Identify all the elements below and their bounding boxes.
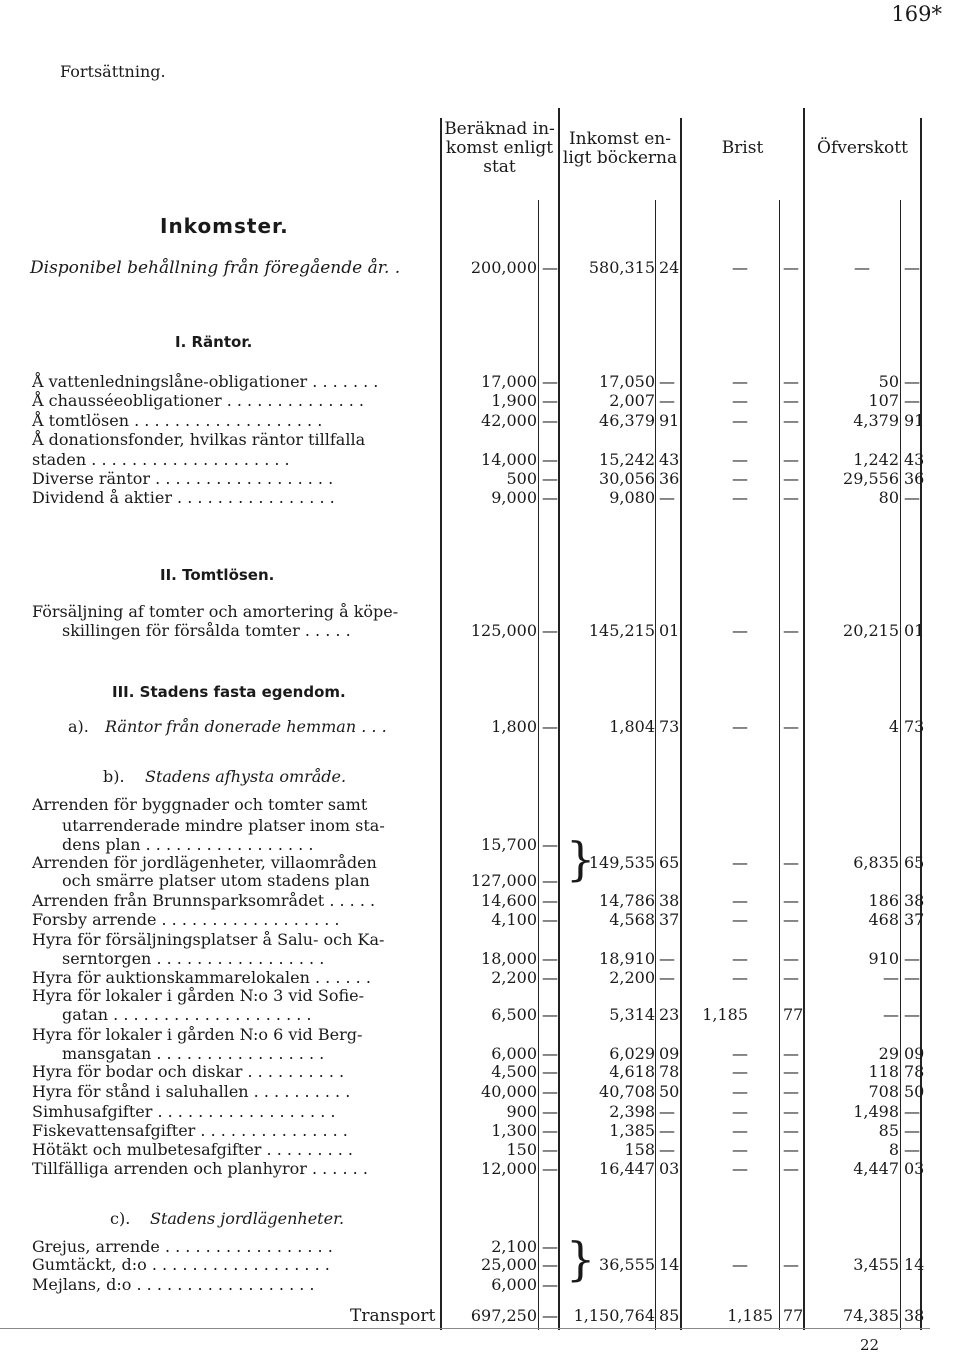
row-label: Grejus, arrende . . . . . . . . . . . . . . . . . [32,1237,333,1256]
budget-value: 6,000 [491,1275,537,1294]
budget-value: 14,000 [481,450,537,469]
row-label: Simhusafgifter . . . . . . . . . . . . . . . . . . [32,1102,336,1121]
row-label: Räntor från donerade hemman . . . [105,717,387,736]
table-row [0,622,960,640]
budget-ore: — [542,1121,558,1140]
actual-value: 6,029 [609,1044,655,1063]
budget-ore: — [542,910,558,929]
deficit-ore: 77 [783,1306,804,1325]
section-heading: II. Tomtlösen. [160,566,275,584]
row-label: Å chausséeobligationer . . . . . . . . . . . . . . [32,391,365,410]
actual-value: 1,150,764 [573,1306,655,1325]
budget-ore: — [542,1005,558,1024]
budget-ore: — [542,1159,558,1178]
deficit-value: — [732,372,748,391]
actual-ore: — [659,1140,675,1159]
row-prefix: a). [68,717,89,736]
row-label: Diverse räntor . . . . . . . . . . . . . . . . . . [32,469,334,488]
budget-value: 200,000 [470,258,537,277]
table-row [0,1083,960,1101]
surplus-ore: 03 [904,1159,925,1178]
budget-value: 42,000 [481,411,537,430]
deficit-ore: — [783,1140,799,1159]
actual-ore: 37 [659,910,680,929]
table-row [0,470,960,488]
row-label: Hyra för stånd i saluhallen . . . . . . . . . . [32,1082,351,1101]
deficit-value: — [732,1140,748,1159]
budget-value: 40,000 [481,1082,537,1101]
budget-value: 900 [506,1102,537,1121]
budget-ore: — [542,469,558,488]
table-row [0,451,960,469]
actual-value: 145,215 [588,621,655,640]
budget-value: 2,100 [491,1237,537,1256]
subsection-heading [0,768,960,786]
table-row [0,1006,960,1024]
deficit-ore: — [783,1062,799,1081]
surplus-value: — [883,1005,899,1024]
budget-value: 1,800 [491,717,537,736]
actual-ore: 03 [659,1159,680,1178]
deficit-value: — [732,469,748,488]
budget-value: 2,200 [491,968,537,987]
budget-ore: — [542,1140,558,1159]
budget-value: 1,300 [491,1121,537,1140]
actual-ore: 01 [659,621,680,640]
surplus-value: 8 [888,1140,899,1159]
surplus-value: 85 [878,1121,899,1140]
continuation-note: Fortsättning. [60,62,166,81]
row-label: Disponibel behållning från föregående år. . [30,258,401,278]
table-row [0,1026,960,1044]
deficit-ore: — [783,910,799,929]
table-row [0,817,960,835]
table-row [0,987,960,1005]
deficit-ore: — [783,469,799,488]
deficit-ore: — [783,258,799,277]
deficit-value: — [732,1062,748,1081]
table-row [0,603,960,621]
actual-value: 580,315 [588,258,655,277]
transport-row [0,1307,960,1325]
deficit-ore: — [783,372,799,391]
deficit-ore: — [783,1102,799,1121]
table-row [0,718,960,736]
actual-ore: 24 [659,258,680,277]
surplus-ore: 36 [904,469,925,488]
brace: } [566,832,596,886]
row-label: Stadens afhysta område. [145,767,347,786]
surplus-ore: — [904,1005,920,1024]
budget-value: 25,000 [481,1255,537,1274]
actual-ore: 50 [659,1082,680,1101]
actual-value: 16,447 [599,1159,655,1178]
surplus-value: — [854,258,870,277]
row-label: utarrenderade mindre platser inom sta- [62,816,385,835]
row-label: Hyra för lokaler i gården N:o 3 vid Sofie- [32,986,365,1005]
subsection-heading [0,1210,960,1228]
surplus-value: 910 [868,949,899,968]
header-budgeted: Beräknad in- komst enligt stat [444,119,555,177]
surplus-value: 80 [878,488,899,507]
actual-ore: — [659,949,675,968]
table-row [0,392,960,410]
budget-ore: — [542,621,558,640]
actual-ore: 14 [659,1255,680,1274]
surplus-ore: 01 [904,621,925,640]
divider [0,1328,930,1329]
deficit-value: — [732,1102,748,1121]
deficit-value: — [732,1255,748,1274]
deficit-value: — [732,411,748,430]
budget-ore: — [542,488,558,507]
table-row [0,872,960,890]
budget-ore: — [542,1102,558,1121]
deficit-ore: — [783,717,799,736]
actual-value: 17,050 [599,372,655,391]
deficit-ore: — [783,1044,799,1063]
budget-value: 500 [506,469,537,488]
actual-ore: — [659,391,675,410]
surplus-ore: — [904,1121,920,1140]
surplus-ore: 78 [904,1062,925,1081]
row-label: mansgatan . . . . . . . . . . . . . . . . . [62,1044,325,1063]
deficit-value: — [732,1159,748,1178]
row-label: Å donationsfonder, hvilkas räntor tillfalla [32,430,366,449]
row-label: Å vattenledningslåne-obligationer . . . . . . . [32,372,379,391]
actual-value: 149,535 [588,853,655,872]
budget-value: 4,500 [491,1062,537,1081]
actual-ore: — [659,968,675,987]
budget-ore: — [542,835,558,854]
budget-ore: — [542,411,558,430]
deficit-ore: — [783,853,799,872]
row-label: dens plan . . . . . . . . . . . . . . . . . [62,835,314,854]
surplus-value: 6,835 [853,853,899,872]
surplus-value: 29,556 [843,469,899,488]
table-row [0,431,960,449]
deficit-ore: 77 [783,1005,804,1024]
budget-value: 6,500 [491,1005,537,1024]
budget-ore: — [542,450,558,469]
surplus-ore: 37 [904,910,925,929]
deficit-value: — [732,1121,748,1140]
row-label: Hyra för försäljningsplatser å Salu- och Ka- [32,930,385,949]
transport-label: Transport [350,1306,436,1326]
row-label: skillingen för försålda tomter . . . . . [62,621,351,640]
actual-value: 18,910 [599,949,655,968]
table-row [0,1045,960,1063]
surplus-ore: — [904,372,920,391]
surplus-value: 468 [868,910,899,929]
budget-value: 14,600 [481,891,537,910]
deficit-value: 1,185 [702,1005,748,1024]
actual-ore: 65 [659,853,680,872]
budget-ore: — [542,949,558,968]
surplus-value: 1,498 [853,1102,899,1121]
deficit-value: — [732,717,748,736]
table-row [0,969,960,987]
deficit-ore: — [783,1255,799,1274]
surplus-ore: 73 [904,717,925,736]
deficit-value: — [732,853,748,872]
surplus-ore: 38 [904,1306,925,1325]
budget-value: 18,000 [481,949,537,968]
actual-value: 36,555 [599,1255,655,1274]
surplus-value: 708 [868,1082,899,1101]
table-row [0,911,960,929]
actual-value: 15,242 [599,450,655,469]
surplus-ore: 38 [904,891,925,910]
footer-number: 22 [860,1336,880,1354]
budget-value: 125,000 [470,621,537,640]
deficit-value: — [732,1082,748,1101]
actual-ore: 85 [659,1306,680,1325]
surplus-value: 4,447 [853,1159,899,1178]
surplus-ore: — [904,391,920,410]
surplus-value: — [883,968,899,987]
surplus-value: 118 [868,1062,899,1081]
actual-ore: 78 [659,1062,680,1081]
budget-value: 1,900 [491,391,537,410]
surplus-ore: — [904,949,920,968]
budget-value: 697,250 [470,1306,537,1325]
deficit-value: 1,185 [727,1306,773,1325]
actual-ore: 23 [659,1005,680,1024]
budget-value: 4,100 [491,910,537,929]
deficit-ore: — [783,1159,799,1178]
row-label: Hyra för auktionskammarelokalen . . . . . . [32,968,371,987]
actual-ore: — [659,1121,675,1140]
actual-value: 2,398 [609,1102,655,1121]
surplus-value: 186 [868,891,899,910]
budget-ore: — [542,871,558,890]
actual-ore: — [659,1102,675,1121]
row-label: Fiskevattensafgifter . . . . . . . . . . . . . . . [32,1121,348,1140]
row-label: Stadens jordlägenheter. [150,1209,345,1228]
deficit-value: — [732,968,748,987]
actual-value: 30,056 [599,469,655,488]
budget-value: 127,000 [470,871,537,890]
row-label: staden . . . . . . . . . . . . . . . . . . . . [32,450,290,469]
deficit-value: — [732,488,748,507]
actual-ore: 38 [659,891,680,910]
budget-ore: — [542,258,558,277]
budget-ore: — [542,391,558,410]
budget-value: 150 [506,1140,537,1159]
surplus-value: 4 [888,717,899,736]
row-label: Arrenden för byggnader och tomter samt [32,795,368,814]
surplus-ore: 65 [904,853,925,872]
row-label: Arrenden från Brunnsparksområdet . . . . . [32,891,376,910]
deficit-ore: — [783,621,799,640]
table-row [0,1276,960,1294]
section-heading: I. Räntor. [175,333,253,351]
surplus-ore: — [904,1140,920,1159]
row-label: gatan . . . . . . . . . . . . . . . . . . . . [62,1005,312,1024]
table-row [0,1141,960,1159]
row-label: Dividend å aktier . . . . . . . . . . . . . . . . [32,488,335,507]
deficit-value: — [732,258,748,277]
surplus-ore: 09 [904,1044,925,1063]
table-row [0,854,960,872]
surplus-value: 3,455 [853,1255,899,1274]
actual-ore: 09 [659,1044,680,1063]
table-row [0,1160,960,1178]
actual-value: 40,708 [599,1082,655,1101]
budget-value: 9,000 [491,488,537,507]
surplus-ore: 50 [904,1082,925,1101]
table-row [0,1256,960,1274]
surplus-value: 20,215 [843,621,899,640]
surplus-ore: 91 [904,411,925,430]
row-label: serntorgen . . . . . . . . . . . . . . . . . [62,949,325,968]
budget-ore: — [542,717,558,736]
header-actual: Inkomst en- ligt böckerna [562,129,678,168]
deficit-value: — [732,391,748,410]
table-row [0,796,960,814]
actual-ore: 43 [659,450,680,469]
row-prefix: b). [103,767,125,786]
actual-ore: 73 [659,717,680,736]
table-row [0,1122,960,1140]
actual-value: 5,314 [609,1005,655,1024]
deficit-ore: — [783,891,799,910]
actual-value: 158 [624,1140,655,1159]
table-row [0,1103,960,1121]
budget-ore: — [542,1255,558,1274]
actual-value: 14,786 [599,891,655,910]
row-label: Hyra för bodar och diskar . . . . . . . . . . [32,1062,345,1081]
budget-ore: — [542,1275,558,1294]
deficit-ore: — [783,488,799,507]
deficit-ore: — [783,1121,799,1140]
budget-ore: — [542,968,558,987]
budget-ore: — [542,1082,558,1101]
actual-ore: 36 [659,469,680,488]
actual-value: 2,200 [609,968,655,987]
deficit-ore: — [783,411,799,430]
table-row [0,931,960,949]
table-row [0,373,960,391]
table-row [0,259,960,277]
budget-value: 15,700 [481,835,537,854]
surplus-value: 107 [868,391,899,410]
surplus-ore: — [904,1102,920,1121]
actual-ore: — [659,372,675,391]
budget-ore: — [542,1044,558,1063]
table-row [0,1238,960,1256]
header-surplus: Öfverskott [817,138,908,158]
row-label: Gumtäckt, d:o . . . . . . . . . . . . . . . . . . [32,1255,330,1274]
section-title: Inkomster. [160,214,289,238]
actual-value: 1,385 [609,1121,655,1140]
surplus-value: 74,385 [843,1306,899,1325]
deficit-ore: — [783,450,799,469]
actual-value: 46,379 [599,411,655,430]
row-label: Försäljning af tomter och amortering å köpe- [32,602,399,621]
surplus-value: 29 [878,1044,899,1063]
row-label: Mejlans, d:o . . . . . . . . . . . . . . . . . . [32,1275,315,1294]
surplus-ore: — [904,488,920,507]
surplus-value: 1,242 [853,450,899,469]
row-prefix: c). [110,1209,131,1228]
actual-value: 4,568 [609,910,655,929]
deficit-ore: — [783,1082,799,1101]
actual-value: 4,618 [609,1062,655,1081]
row-label: Arrenden för jordlägenheter, villaområden [32,853,377,872]
table-row [0,489,960,507]
surplus-ore: 43 [904,450,925,469]
table-row [0,1063,960,1081]
row-label: Hötäkt och mulbetesafgifter . . . . . . . . . [32,1140,353,1159]
table-row [0,892,960,910]
deficit-ore: — [783,391,799,410]
budget-value: 12,000 [481,1159,537,1178]
row-label: Hyra för lokaler i gården N:o 6 vid Berg- [32,1025,363,1044]
surplus-ore: — [904,968,920,987]
surplus-value: 4,379 [853,411,899,430]
row-label: Tillfälliga arrenden och planhyror . . . . . . [32,1159,368,1178]
surplus-value: 50 [878,372,899,391]
table-row [0,412,960,430]
budget-ore: — [542,1237,558,1256]
budget-value: 6,000 [491,1044,537,1063]
deficit-value: — [732,910,748,929]
deficit-ore: — [783,968,799,987]
budget-ore: — [542,1062,558,1081]
section-heading: III. Stadens fasta egendom. [112,683,346,701]
actual-value: 2,007 [609,391,655,410]
table-row [0,950,960,968]
row-label: Å tomtlösen . . . . . . . . . . . . . . . . . . . [32,411,323,430]
deficit-value: — [732,891,748,910]
deficit-value: — [732,450,748,469]
actual-ore: 91 [659,411,680,430]
page-number: 169* [891,2,942,26]
actual-value: 9,080 [609,488,655,507]
actual-ore: — [659,488,675,507]
surplus-ore: — [904,258,920,277]
budget-value: 17,000 [481,372,537,391]
row-label: Forsby arrende . . . . . . . . . . . . . . . . . . [32,910,340,929]
deficit-value: — [732,949,748,968]
budget-ore: — [542,1306,558,1325]
table-row [0,836,960,854]
row-label: och smärre platser utom stadens plan [62,871,370,890]
surplus-ore: 14 [904,1255,925,1274]
actual-value: 1,804 [609,717,655,736]
budget-ore: — [542,891,558,910]
deficit-value: — [732,621,748,640]
brace: } [566,1232,596,1286]
header-deficit: Brist [721,138,764,158]
budget-ore: — [542,372,558,391]
deficit-ore: — [783,949,799,968]
deficit-value: — [732,1044,748,1063]
